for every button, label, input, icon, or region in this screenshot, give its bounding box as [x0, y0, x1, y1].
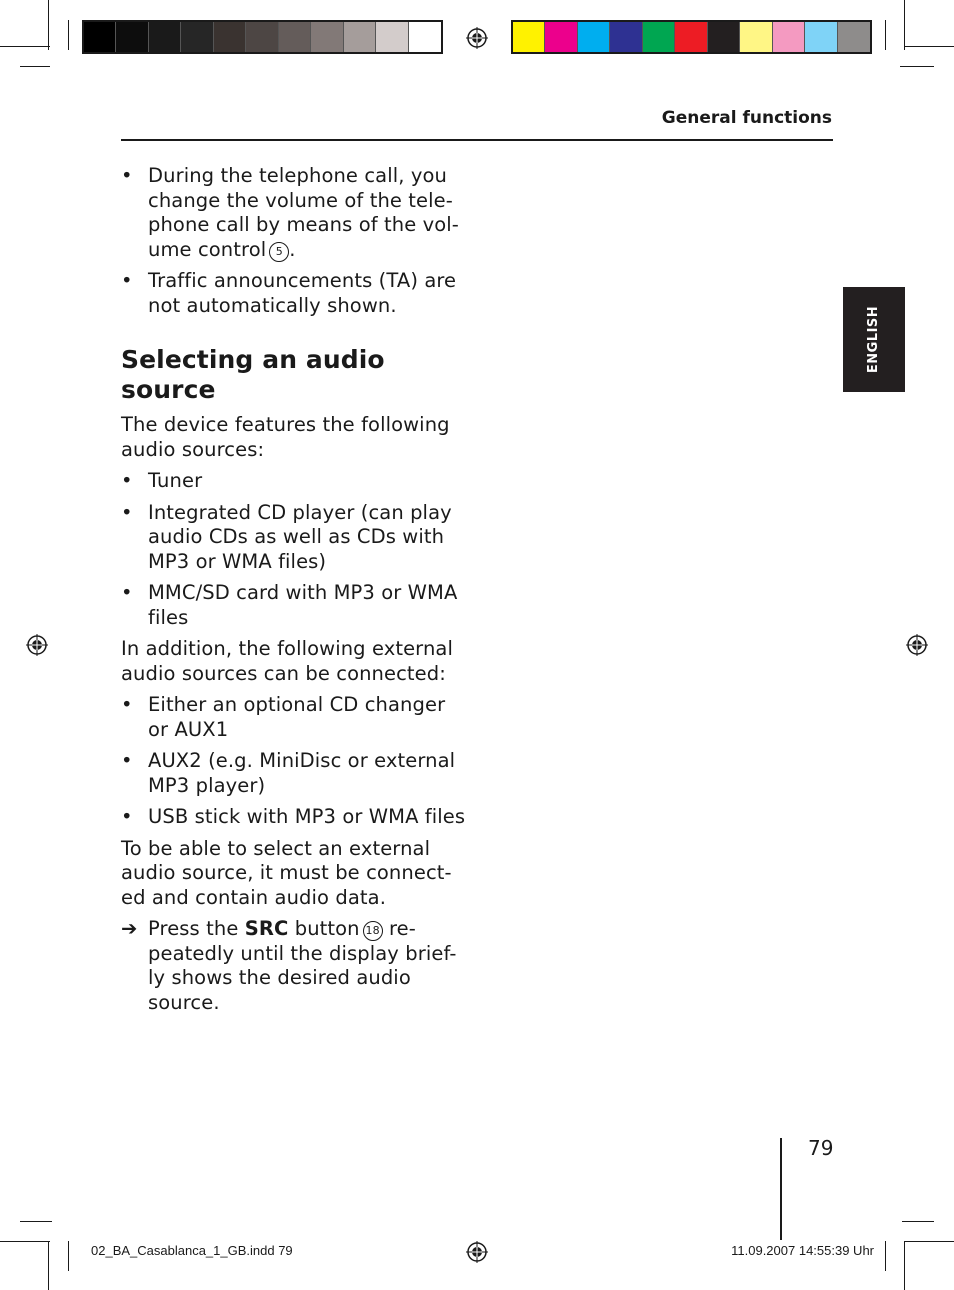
page-number: 79 — [808, 1136, 834, 1160]
color-swatch — [513, 22, 545, 52]
registration-mark-icon — [466, 1241, 488, 1263]
color-swatch — [578, 22, 610, 52]
crop-mark — [885, 20, 886, 50]
paragraph: To be able to select an external audio source, it must be connect-ed and contain audio data. — [121, 836, 452, 909]
bullet-icon: • — [121, 581, 133, 604]
bullet-icon: • — [121, 500, 133, 524]
crop-mark — [904, 1241, 905, 1290]
bullet-icon: • — [121, 749, 133, 772]
color-swatch — [376, 22, 408, 52]
crop-mark — [0, 1241, 50, 1242]
list-item: • Traffic announcements (TA) are not automatically shown. — [121, 269, 457, 317]
color-swatch — [805, 22, 837, 52]
color-swatch — [149, 22, 181, 52]
registration-mark-icon — [906, 634, 928, 656]
page-number-rule — [780, 1138, 782, 1240]
color-swatch — [311, 22, 343, 52]
bullet-icon: • — [121, 693, 133, 716]
paragraph: The device features the following audio sources: — [121, 413, 450, 461]
color-swatch — [246, 22, 278, 52]
color-swatch — [610, 22, 642, 52]
list-item: • AUX2 (e.g. MiniDisc or external MP3 player) — [121, 749, 456, 797]
color-swatch — [545, 22, 577, 52]
header-rule — [121, 139, 833, 141]
crop-mark — [900, 66, 934, 67]
crop-mark — [885, 1241, 886, 1271]
list-item: • During the telephone call, you change the volume of the tele-phone call by means of the vol-ume control 5 . — [121, 164, 459, 261]
crop-mark — [902, 1221, 934, 1222]
slug-filename: 02_BA_Casablanca_1_GB.indd 79 — [91, 1243, 293, 1258]
crop-mark — [68, 1241, 69, 1271]
crop-mark — [20, 66, 50, 67]
slug-timestamp: 11.09.2007 14:55:39 Uhr — [731, 1243, 874, 1258]
crop-mark — [48, 0, 49, 50]
crop-mark — [48, 1241, 49, 1290]
color-swatch — [344, 22, 376, 52]
language-tab-label: ENGLISH — [866, 305, 882, 374]
section-heading: Selecting an audio source — [121, 345, 385, 404]
language-tab — [843, 287, 905, 392]
bullet-icon: • — [121, 269, 133, 292]
bullet-icon: • — [121, 469, 133, 492]
crop-mark — [904, 46, 954, 47]
grayscale-calibration-bar — [82, 20, 443, 54]
list-item: • Either an optional CD changer or AUX1 — [121, 693, 446, 741]
color-swatch — [116, 22, 148, 52]
crop-mark — [20, 1221, 52, 1222]
color-swatch — [214, 22, 246, 52]
crop-mark — [904, 0, 905, 50]
color-swatch — [84, 22, 116, 52]
instruction-step: ➔ Press the SRC button 18 re-peatedly until the display brief-ly shows the desired audio source. — [121, 917, 457, 1014]
color-swatch — [409, 22, 441, 52]
crop-mark — [0, 46, 50, 47]
color-swatch — [773, 22, 805, 52]
button-name: SRC — [244, 917, 289, 940]
color-calibration-bar — [511, 20, 872, 54]
crop-mark — [904, 1241, 954, 1242]
crop-mark — [68, 20, 69, 50]
arrow-right-icon: ➔ — [121, 917, 138, 940]
color-swatch — [675, 22, 707, 52]
color-swatch — [708, 22, 740, 52]
list-item: • USB stick with MP3 or WMA files — [121, 805, 466, 828]
list-item: • Integrated CD player (can play audio CDs as well as CDs with MP3 or WMA files) — [121, 500, 452, 573]
color-swatch — [279, 22, 311, 52]
registration-mark-icon — [26, 634, 48, 656]
color-swatch — [838, 22, 870, 52]
reference-number-badge: 18 — [363, 921, 383, 941]
bullet-icon: • — [121, 805, 133, 828]
list-item: • Tuner — [121, 469, 203, 492]
bullet-icon: • — [121, 164, 133, 187]
color-swatch — [643, 22, 675, 52]
running-header: General functions — [661, 108, 832, 128]
reference-number-badge: 5 — [269, 242, 289, 262]
registration-mark-icon — [466, 27, 488, 49]
color-swatch — [181, 22, 213, 52]
paragraph: In addition, the following external audio sources can be connected: — [121, 637, 453, 685]
color-swatch — [740, 22, 772, 52]
body-column — [121, 164, 471, 1015]
list-item: • MMC/SD card with MP3 or WMA files — [121, 581, 458, 629]
